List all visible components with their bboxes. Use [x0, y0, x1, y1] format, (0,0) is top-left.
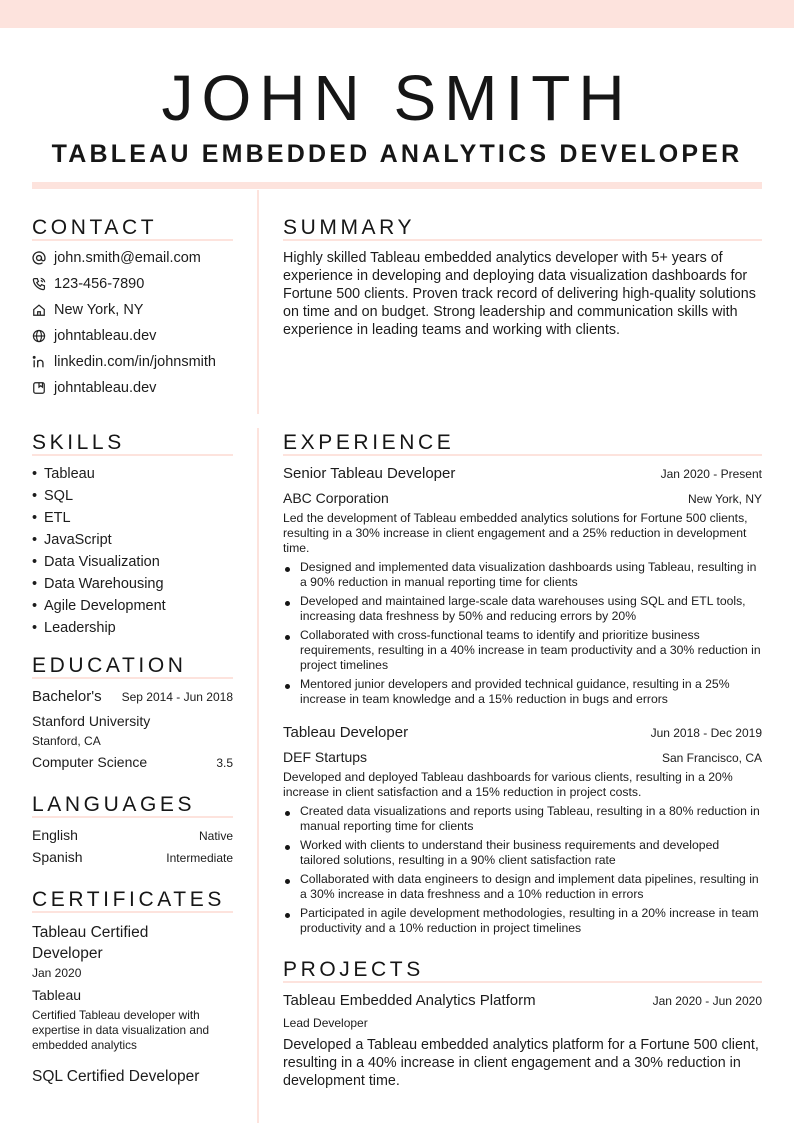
- candidate-title: TABLEAU EMBEDDED ANALYTICS DEVELOPER: [51, 140, 743, 168]
- column-divider-top: [257, 190, 259, 414]
- certificate-title-line: Developer: [32, 945, 103, 962]
- certificates-heading-rule: [32, 911, 233, 913]
- skill-item: • Leadership: [32, 618, 116, 638]
- education-degree: Bachelor's: [32, 688, 102, 705]
- job-header: [283, 465, 762, 482]
- job-dates: Jun 2018 - Dec 2019: [650, 726, 762, 740]
- header-divider: [32, 182, 762, 189]
- globe-icon: [32, 329, 46, 343]
- summary-text: Highly skilled Tableau embedded analytics developer with 5+ years of experience in developing and deploying data visualization dashboards for Fortune 500 clients. Proven track record of delivering high-quality solutions on time and on budget. Strong leadership and communication skills with experience in leading teams and working with clients.: [283, 250, 756, 338]
- certificate-date: Jan 2020: [32, 966, 82, 980]
- candidate-name: JOHN SMITH: [161, 62, 633, 134]
- contact-portfolio: [32, 378, 156, 398]
- education-school-text: Stanford University: [32, 713, 151, 729]
- education-heading: EDUCATION: [32, 654, 187, 677]
- certificates-heading: CERTIFICATES: [32, 888, 225, 911]
- contact-portfolio-text[interactable]: johntableau.dev: [54, 380, 157, 396]
- contact-phone: [32, 274, 144, 294]
- contact-phone-text[interactable]: 123-456-7890: [54, 276, 145, 292]
- contact-linkedin-text[interactable]: linkedin.com/in/johnsmith: [54, 354, 216, 370]
- education-dates: Sep 2014 - Jun 2018: [121, 690, 233, 704]
- job-summary: Developed and deployed Tableau dashboards for various clients, resulting in a 20% increase in client satisfaction and a 15% reduction in project costs.: [283, 770, 733, 799]
- job-bullets: [283, 804, 762, 940]
- project-title: Tableau Embedded Analytics Platform: [283, 992, 536, 1009]
- language-row: [32, 827, 233, 843]
- job-company: DEF Startups: [283, 749, 368, 765]
- certificate-title-line: Tableau Certified: [32, 924, 149, 941]
- linkedin-icon: [32, 355, 46, 369]
- education-field: Computer Science: [32, 754, 148, 770]
- language-name: Spanish: [32, 849, 83, 865]
- experience-heading: EXPERIENCE: [283, 431, 455, 454]
- column-divider-bottom: [257, 428, 259, 1123]
- summary-heading: SUMMARY: [283, 216, 416, 239]
- job-bullet: Developed and maintained large-scale data warehouses using SQL and ETL tools, increasing data freshness by 50% and reducing errors by 20%: [283, 594, 762, 624]
- job-bullet: Worked with clients to understand their business requirements and developed tailored solutions, resulting in a 90% client satisfaction rate: [283, 838, 762, 868]
- job-bullet: Designed and implemented data visualization dashboards using Tableau, resulting in a 90% reduction in manual reporting time for clients: [283, 560, 762, 590]
- contact-location-text: New York, NY: [54, 302, 144, 318]
- job-location: New York, NY: [687, 492, 762, 506]
- contact-heading: CONTACT: [32, 216, 158, 239]
- job-company-row: [283, 490, 762, 506]
- summary-heading-rule: [283, 239, 762, 241]
- education-gpa: 3.5: [216, 756, 233, 770]
- contact-email-text[interactable]: john.smith@email.com: [54, 250, 201, 266]
- languages-heading: LANGUAGES: [32, 793, 196, 816]
- education-school: [32, 713, 233, 729]
- job-header: [283, 724, 762, 741]
- skills-heading-rule: [32, 454, 233, 456]
- top-accent-band: [0, 0, 794, 28]
- contact-location: [32, 300, 143, 320]
- education-field-row: [32, 754, 233, 770]
- job-company-row: [283, 749, 762, 765]
- skills-heading: SKILLS: [32, 431, 125, 454]
- education-heading-rule: [32, 677, 233, 679]
- skill-item: • Agile Development: [32, 596, 166, 616]
- projects-heading: PROJECTS: [283, 958, 424, 981]
- skill-item: • Tableau: [32, 464, 95, 484]
- job-bullet: Collaborated with data engineers to design and implement data pipelines, resulting in a 30% increase in data freshness and a 10% reduction in errors: [283, 872, 762, 902]
- project-header: [283, 992, 762, 1009]
- phone-icon: [32, 277, 46, 291]
- job-bullet: Created data visualizations and reports using Tableau, resulting in a 80% reduction in manual reporting time for clients: [283, 804, 762, 834]
- project-dates: Jan 2020 - Jun 2020: [652, 994, 762, 1008]
- job-dates: Jan 2020 - Present: [660, 467, 762, 481]
- contact-linkedin: [32, 352, 216, 372]
- skill-item: • Data Warehousing: [32, 574, 164, 594]
- certificate-title: SQL Certified Developer: [32, 1068, 200, 1085]
- education-location-text: Stanford, CA: [32, 734, 101, 748]
- experience-heading-rule: [283, 454, 762, 456]
- languages-heading-rule: [32, 816, 233, 818]
- contact-heading-rule: [32, 239, 233, 241]
- job-title: Senior Tableau Developer: [283, 465, 456, 482]
- education-location: [32, 734, 233, 748]
- job-bullets: [283, 560, 762, 711]
- contact-website-text[interactable]: johntableau.dev: [54, 328, 157, 344]
- contact-email: [32, 248, 201, 268]
- skill-item: • Data Visualization: [32, 552, 160, 572]
- language-level: Native: [198, 829, 233, 843]
- job-summary: Led the development of Tableau embedded analytics solutions for Fortune 500 clients, resulting in a 30% increase in client engagement and a 25% reduction in development time.: [283, 511, 748, 555]
- job-location: San Francisco, CA: [661, 751, 762, 765]
- skill-item: • JavaScript: [32, 530, 112, 550]
- home-icon: [32, 303, 46, 317]
- education-degree-row: [32, 688, 233, 705]
- job-title: Tableau Developer: [283, 724, 409, 741]
- project-description: Developed a Tableau embedded analytics platform for a Fortune 500 client, resulting in a 40% increase in client engagement and a 30% reduction in development time.: [283, 1037, 759, 1089]
- skill-item: • ETL: [32, 508, 71, 528]
- certificate-issuer: Tableau: [32, 987, 82, 1003]
- skill-item: • SQL: [32, 486, 73, 506]
- projects-heading-rule: [283, 981, 762, 983]
- certificate-title: [32, 922, 233, 964]
- language-level: Intermediate: [166, 851, 233, 865]
- job-bullet: Collaborated with cross-functional teams to identify and prioritize business requirements, resulting in a 40% increase in team productivity and a 30% reduction in project timelines: [283, 628, 762, 673]
- language-name: English: [32, 827, 78, 843]
- job-bullet: Participated in agile development methodologies, resulting in a 20% increase in team productivity and a 10% reduction in project timelines: [283, 906, 762, 936]
- project-role: Lead Developer: [283, 1016, 368, 1030]
- job-bullet: Mentored junior developers and provided technical guidance, resulting in a 25% increase in team knowledge and a 15% reduction in bugs and errors: [283, 677, 762, 707]
- at-icon: [32, 251, 46, 265]
- language-row: [32, 849, 233, 865]
- job-company: ABC Corporation: [283, 490, 389, 506]
- certificate-description: Certified Tableau developer with expertise in data visualization and embedded analytics: [32, 1008, 210, 1052]
- bookmark-icon: [32, 381, 46, 395]
- contact-website: [32, 326, 156, 346]
